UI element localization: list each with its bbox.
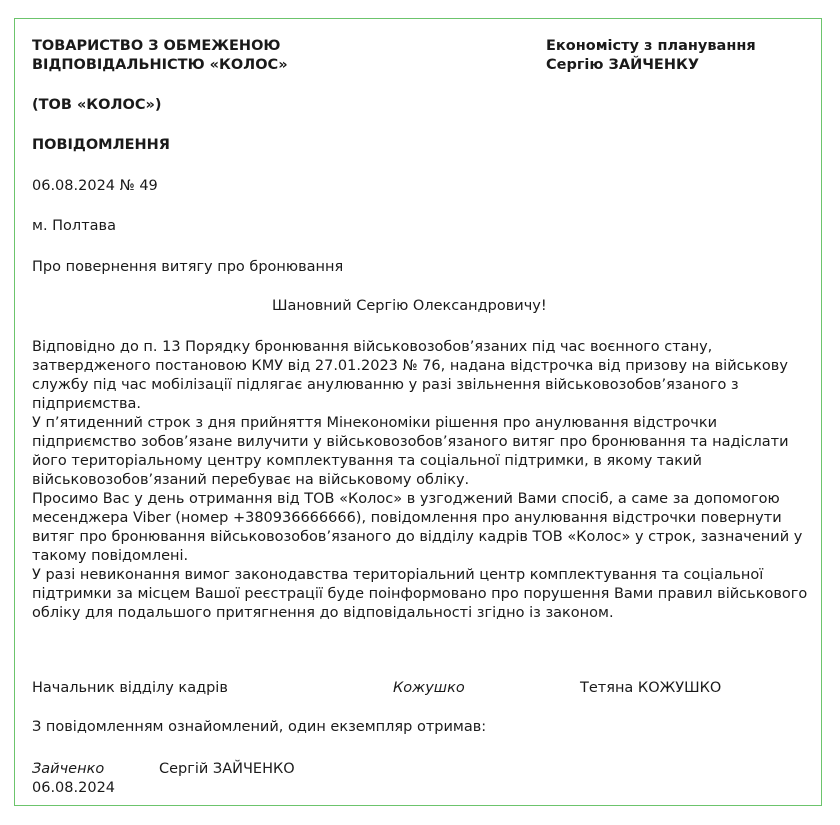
- addressee-name: Сергію ЗАЙЧЕНКУ: [546, 57, 699, 73]
- signatory-name: Тетяна КОЖУШКО: [580, 680, 722, 696]
- date-number: 06.08.2024 № 49: [32, 178, 158, 194]
- addressee-position: Економісту з планування: [546, 38, 756, 54]
- document-type: ПОВІДОМЛЕННЯ: [32, 137, 170, 153]
- company-name-line1: ТОВАРИСТВО З ОБМЕЖЕНОЮ: [32, 38, 281, 54]
- signatory-signature: Кожушко: [393, 680, 465, 696]
- recipient-name: Сергій ЗАЙЧЕНКО: [159, 761, 295, 777]
- company-name-line2: ВІДПОВІДАЛЬНІСТЮ «КОЛОС»: [32, 57, 288, 73]
- body-paragraph-1: Відповідно до п. 13 Порядку бронювання військовозобов’язаних під час воєнного стану, затвердженого постановою КМУ від 27.01.2023 № 76, надана відстрочка від призову на військову службу під час мобілізації підлягає анулюванню у разі звільнення військовозобов’язаного з підприємства.: [32, 339, 788, 412]
- acknowledgement-date: 06.08.2024: [32, 780, 116, 796]
- body-paragraph-3: Просимо Вас у день отримання від ТОВ «Колос» в узгоджений Вами спосіб, а саме за допомогою месенджера Viber (номер +380936666666), повідомлення про анулювання відстрочки повернути витяг про бронювання військовозобов’язаного до відділу кадрів ТОВ «Колос» у строк, зазначений у такому повідомлені.: [32, 491, 803, 564]
- acknowledgement-text: З повідомленням ознайомлений, один екземпляр отримав:: [32, 719, 487, 735]
- body-paragraph-2: У п’ятиденний строк з дня прийняття Мінекономіки рішення про анулювання відстрочки підприємство зобов’язане вилучити у військовозобов’язаного витяг про бронювання та надіслати його територіальному центру комплектування та соціальної підтримки, в якому такий військовозобов’язаний перебуває на військовому обліку.: [32, 415, 789, 488]
- city: м. Полтава: [32, 218, 116, 234]
- greeting: Шановний Сергію Олександровичу!: [272, 298, 547, 314]
- recipient-signature: Зайченко: [32, 761, 105, 777]
- body-paragraph-4: У разі невиконання вимог законодавства територіальний центр комплектування та соціальної підтримки за місцем Вашої реєстрації буде поінформовано про порушення Вами правил військового обліку для подальшого притягнення до відповідальності згідно із законом.: [32, 567, 808, 621]
- body-text: [32, 338, 812, 623]
- signatory-position: Начальник відділу кадрів: [32, 680, 228, 696]
- subject: Про повернення витягу про бронювання: [32, 259, 344, 275]
- company-short-name: (ТОВ «КОЛОС»): [32, 97, 162, 113]
